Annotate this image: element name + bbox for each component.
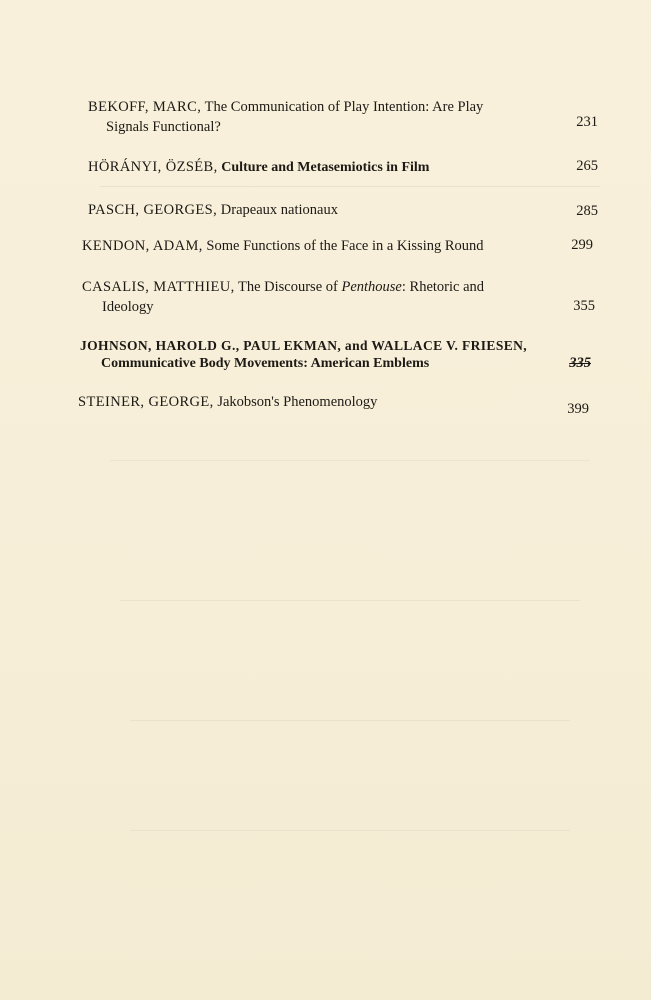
- entry-author: JOHNSON, HAROLD G., PAUL EKMAN, and WALLACE V. FRIESEN,: [80, 338, 528, 353]
- toc-entry: [0, 236, 651, 258]
- toc-entry-heading: [82, 237, 484, 256]
- entry-title-suffix: : Rhetoric and: [401, 279, 485, 295]
- toc-entry: [0, 156, 651, 178]
- entry-page-number: 231: [576, 114, 598, 130]
- entry-author: PASCH, GEORGES,: [88, 202, 218, 218]
- entry-title-continuation: Ideology: [102, 299, 154, 315]
- entry-title-continuation: Communicative Body Movements: American Emblems: [101, 356, 430, 371]
- toc-entry-heading: [78, 393, 377, 412]
- toc-entry: [0, 96, 651, 140]
- toc-entry-heading: [82, 278, 484, 297]
- entry-title-prefix: The Discourse of: [237, 279, 342, 295]
- entry-page-number: 355: [573, 298, 595, 314]
- entry-title: Jakobson's Phenomenology: [217, 394, 378, 410]
- entry-title-continuation: Signals Functional?: [106, 119, 221, 135]
- toc-entry: [0, 336, 651, 380]
- entry-title: The Communication of Play Intention: Are Play: [204, 99, 484, 115]
- toc-entry-heading: [80, 336, 527, 356]
- entry-page-number: 399: [567, 401, 589, 417]
- entry-title: Drapeaux nationaux: [220, 202, 338, 218]
- entry-page-number: 285: [576, 203, 598, 219]
- toc-entry: [0, 393, 651, 415]
- toc-entry-heading: [88, 158, 429, 177]
- entry-title-italic: Penthouse: [341, 279, 402, 295]
- entry-page-number: 299: [571, 237, 593, 253]
- entry-author: HÖRÁNYI, ÖZSÉB,: [88, 159, 218, 175]
- toc-entry: [0, 199, 651, 221]
- entry-page-number: 265: [576, 158, 598, 174]
- entry-author: KENDON, ADAM,: [82, 238, 203, 254]
- entry-page-number: 335: [569, 355, 591, 371]
- toc-entry-heading: [88, 201, 338, 220]
- entry-title: Culture and Metasemiotics in Film: [221, 160, 430, 175]
- entry-title: Some Functions of the Face in a Kissing Round: [206, 238, 484, 254]
- entry-author: CASALIS, MATTHIEU,: [82, 279, 235, 295]
- entry-author: BEKOFF, MARC,: [88, 99, 202, 115]
- toc-entry-heading: [88, 98, 483, 117]
- entry-author: STEINER, GEORGE,: [78, 394, 214, 410]
- toc-entry: [0, 278, 651, 322]
